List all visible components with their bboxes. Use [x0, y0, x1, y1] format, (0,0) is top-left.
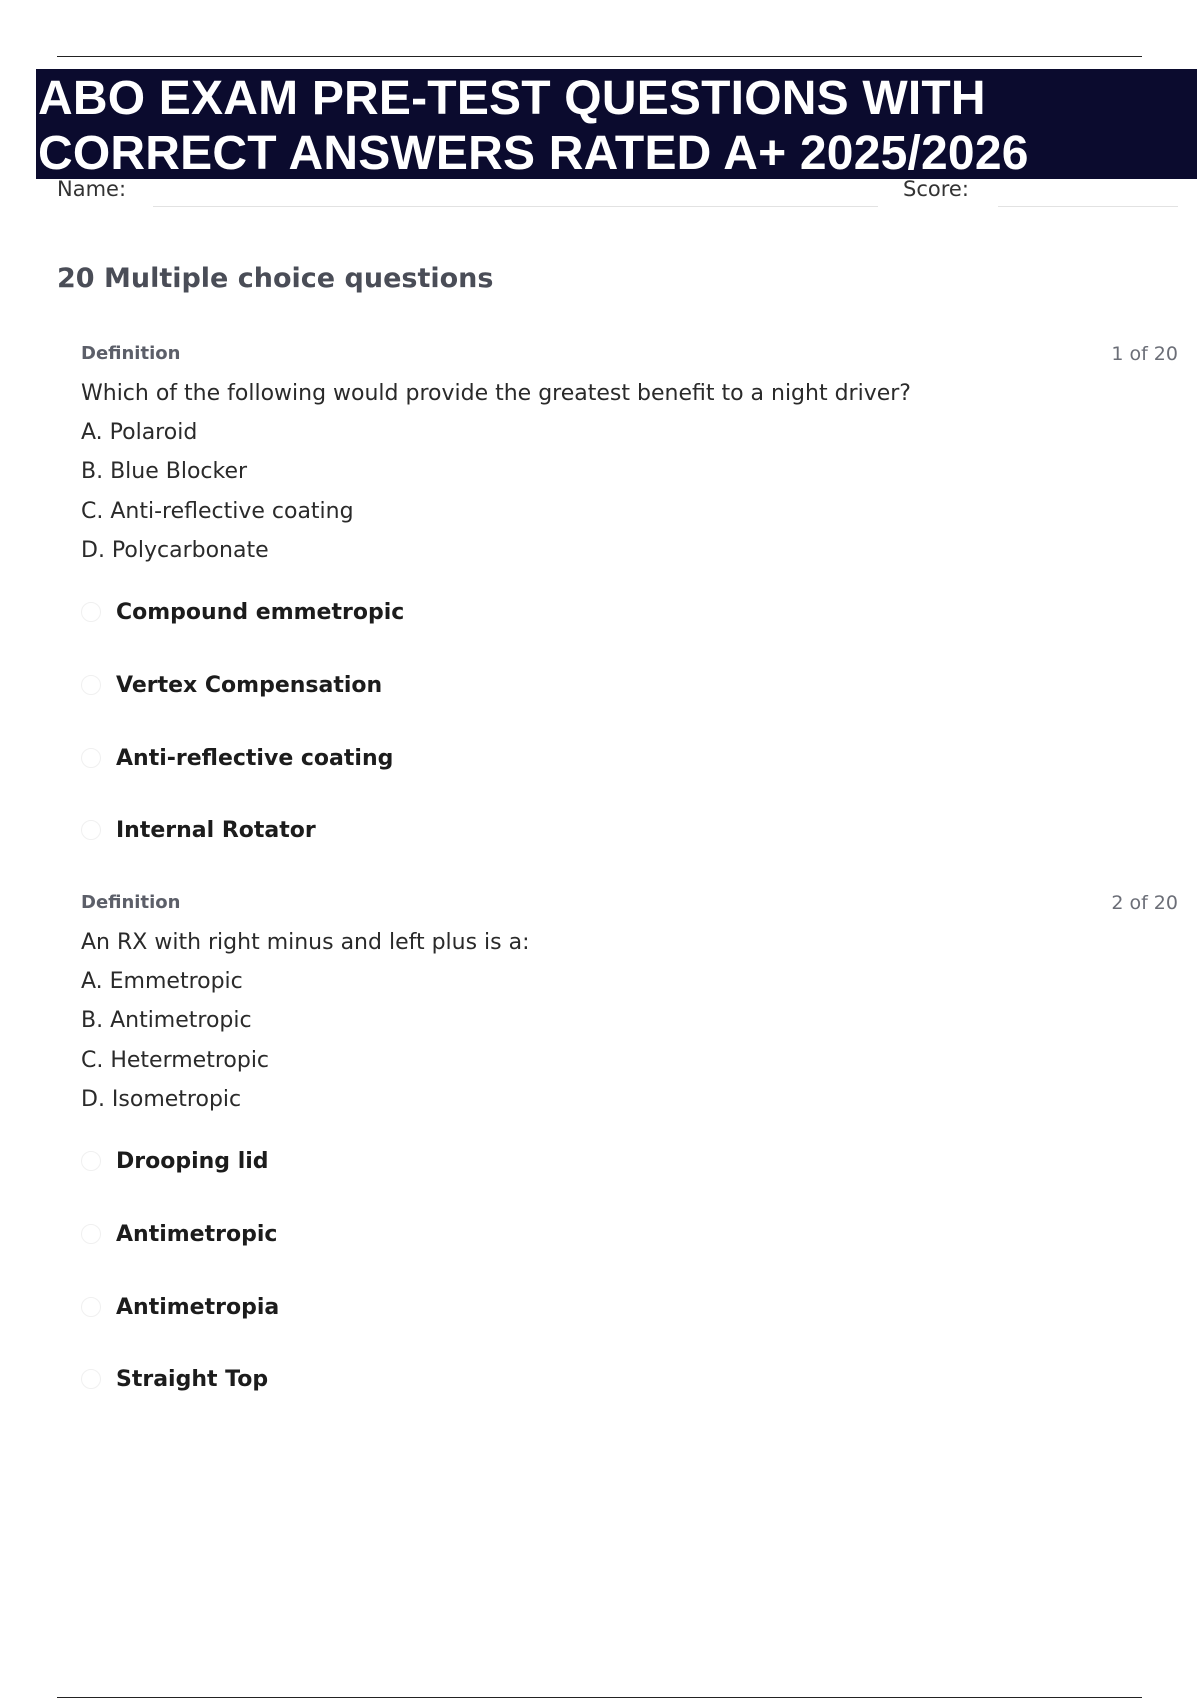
answer-choice[interactable] [81, 1364, 268, 1394]
question-text: Which of the following would provide the greatest benefit to a night driver? [81, 381, 911, 406]
answer-choice-label: Internal Rotator [116, 817, 316, 843]
radio-circle-icon[interactable] [81, 675, 101, 695]
question-option: A. Emmetropic [81, 969, 243, 994]
document-title-banner [36, 69, 1197, 179]
radio-circle-icon[interactable] [81, 602, 101, 622]
section-title: 20 Multiple choice questions [57, 263, 494, 294]
question-counter: 2 of 20 [1111, 892, 1178, 914]
bottom-rule [57, 1697, 1142, 1698]
score-field-line [998, 206, 1178, 207]
radio-circle-icon[interactable] [81, 1297, 101, 1317]
question-option: A. Polaroid [81, 420, 198, 445]
name-field-line [153, 206, 878, 207]
answer-choice[interactable] [81, 743, 393, 773]
question-option: D. Isometropic [81, 1087, 242, 1112]
answer-choice[interactable] [81, 597, 404, 627]
answer-choice-label: Compound emmetropic [116, 599, 405, 625]
question-counter: 1 of 20 [1111, 343, 1178, 365]
radio-circle-icon[interactable] [81, 1224, 101, 1244]
question-option: D. Polycarbonate [81, 538, 269, 563]
score-label: Score: [903, 177, 969, 201]
answer-choice-label: Antimetropia [116, 1294, 280, 1320]
question-kind: Definition [81, 892, 181, 913]
answer-choice[interactable] [81, 1219, 277, 1249]
question-option: C. Hetermetropic [81, 1048, 270, 1073]
radio-circle-icon[interactable] [81, 1151, 101, 1171]
radio-circle-icon[interactable] [81, 820, 101, 840]
document-title-line-2: CORRECT ANSWERS RATED A+ 2025/2026 [38, 127, 1029, 180]
answer-choice[interactable] [81, 815, 316, 845]
radio-circle-icon[interactable] [81, 1369, 101, 1389]
radio-circle-icon[interactable] [81, 748, 101, 768]
name-label: Name: [57, 177, 127, 201]
answer-choice-label: Antimetropic [116, 1221, 278, 1247]
answer-choice[interactable] [81, 670, 382, 700]
question-option: C. Anti-reflective coating [81, 499, 354, 524]
answer-choice-label: Vertex Compensation [116, 672, 383, 698]
question-text: An RX with right minus and left plus is a: [81, 930, 530, 955]
top-rule [57, 56, 1142, 57]
document-title-line-1: ABO EXAM PRE-TEST QUESTIONS WITH [38, 72, 986, 125]
question-kind: Definition [81, 343, 181, 364]
answer-choice-label: Anti-reflective coating [116, 745, 394, 771]
answer-choice-label: Straight Top [116, 1366, 269, 1392]
answer-choice[interactable] [81, 1146, 269, 1176]
answer-choice[interactable] [81, 1292, 279, 1322]
question-option: B. Antimetropic [81, 1008, 252, 1033]
answer-choice-label: Drooping lid [116, 1148, 269, 1174]
question-option: B. Blue Blocker [81, 459, 248, 484]
